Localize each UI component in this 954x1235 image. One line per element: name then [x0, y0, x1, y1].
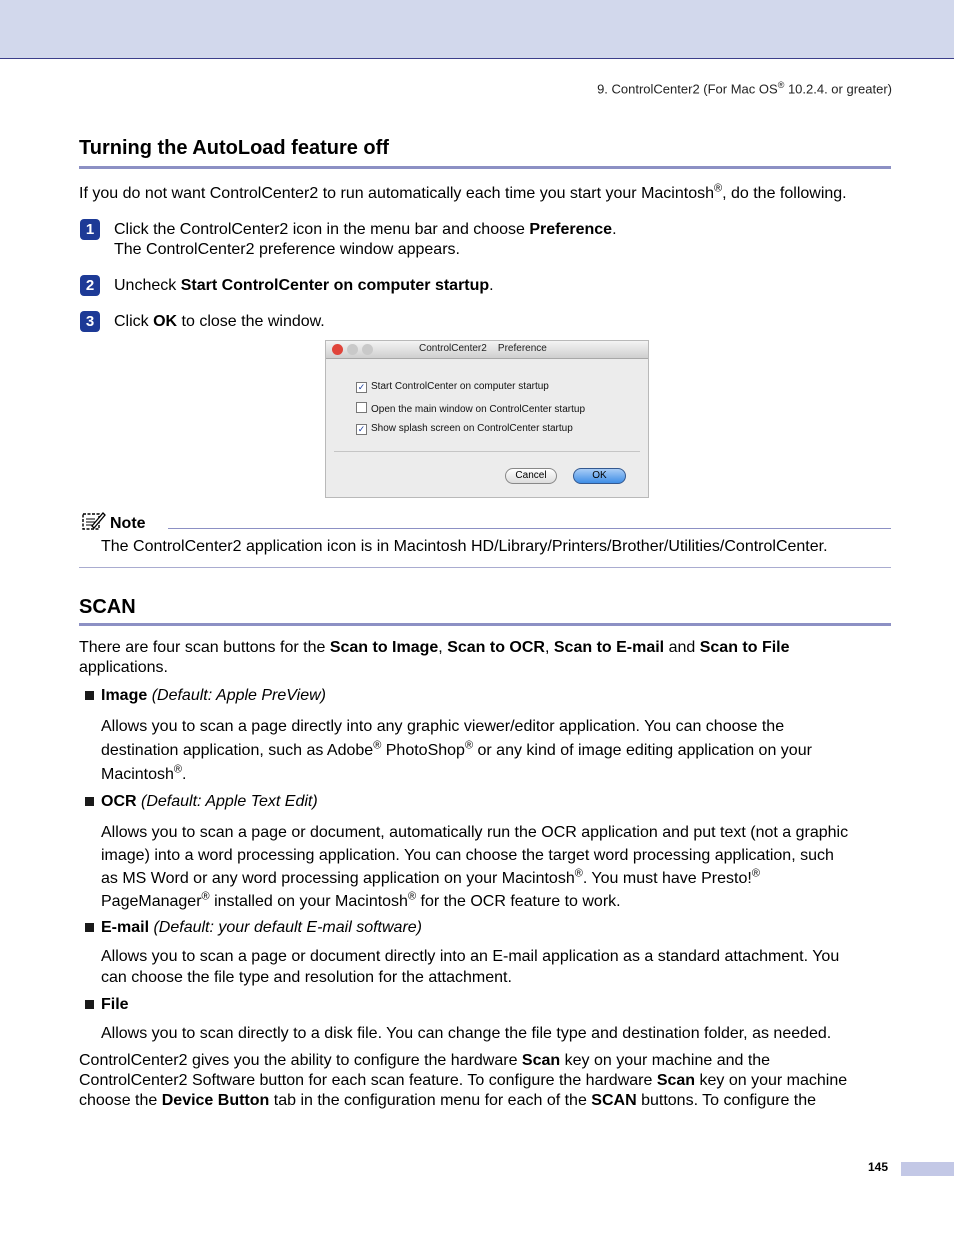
dialog-divider [334, 451, 640, 452]
page-number-bar [901, 1162, 954, 1176]
section-title-scan: SCAN [79, 596, 136, 618]
note-text: The ControlCenter2 application icon is in Macintosh HD/Library/Printers/Brother/Utilities/ControlCenter. [101, 538, 828, 555]
checkbox-checked-icon[interactable]: ✓ [357, 382, 366, 392]
checkbox-unchecked-icon[interactable] [356, 402, 367, 413]
note-pencil-icon [81, 511, 106, 531]
scan-file-desc: Allows you to scan directly to a disk file. You can change the file type and destination folder, as needed. [101, 1025, 832, 1042]
option-show-splash[interactable]: ✓ Show splash screen on ControlCenter startup [357, 423, 573, 434]
section-title-autoload: Turning the AutoLoad feature off [79, 137, 389, 159]
section-rule [79, 623, 891, 626]
close-icon[interactable] [332, 344, 343, 355]
dialog-titlebar [326, 341, 648, 359]
step-2-text: Uncheck Start ControlCenter on computer startup. [114, 277, 494, 294]
ok-button[interactable]: OK [573, 468, 626, 484]
step-3-text: Click OK to close the window. [114, 313, 325, 330]
scan-intro: There are four scan buttons for the Scan to Image, Scan to OCR, Scan to E-mail and Scan to File applications. [79, 639, 790, 676]
scan-email-desc: Allows you to scan a page or document directly into an E-mail application as a standard attachment. You can choose the file type and resolution for the attachment. [101, 948, 840, 986]
option-open-main-window[interactable]: Open the main window on ControlCenter startup [356, 402, 585, 415]
chapter-header: 9. ControlCenter2 (For Mac OS® 10.2.4. or greater) [597, 80, 892, 97]
step-1-text: Click the ControlCenter2 icon in the menu bar and choose Preference. The ControlCenter2 preference window appears. [114, 221, 617, 258]
section-rule [79, 166, 891, 169]
scan-ocr-title: OCR (Default: Apple Text Edit) [101, 793, 318, 810]
preference-dialog [325, 340, 649, 498]
bullet-square-icon [85, 691, 94, 700]
scan-closing-paragraph: ControlCenter2 gives you the ability to configure the hardware Scan key on your machine and the ControlCenter2 Software button for each scan feature. To configure the hardware Scan key on your machine choose the Device Button tab in the configuration menu for each of the SCAN buttons. To configure the [79, 1052, 848, 1109]
header-band [0, 0, 954, 59]
step-badge-1: 1 [80, 219, 100, 240]
scan-file-title: File [101, 996, 129, 1013]
step-badge-2: 2 [80, 275, 100, 296]
minimize-icon[interactable] [347, 344, 358, 355]
scan-email-title: E-mail (Default: your default E-mail software) [101, 919, 423, 936]
note-rule [168, 528, 891, 529]
note-label: Note [110, 515, 146, 532]
page-number: 145 [868, 1160, 889, 1174]
option-start-on-startup[interactable]: ✓ Start ControlCenter on computer startup [357, 381, 549, 392]
scan-image-desc: Allows you to scan a page directly into any graphic viewer/editor application. You can choose the destination application, such as Adobe® PhotoShop® or any kind of image editing application on your Macintosh®. [101, 718, 812, 783]
dialog-title: ControlCenter2 Preference [419, 343, 547, 354]
bullet-square-icon [85, 1000, 94, 1009]
note-bottom-rule [79, 567, 891, 568]
cancel-button[interactable]: Cancel [505, 468, 557, 484]
autoload-intro: If you do not want ControlCenter2 to run automatically each time you start your Macintosh®, do the following. [79, 182, 847, 202]
bullet-square-icon [85, 797, 94, 806]
scan-ocr-desc: Allows you to scan a page or document, automatically run the OCR application and put text (not a graphic image) into a word processing application. You can choose the target word processing application, such as MS Word or any word processing application on your Macintosh®. You must have Presto!® PageManager® installed on your Macintosh® for the OCR feature to work. [101, 824, 849, 910]
scan-image-title: Image (Default: Apple PreView) [101, 687, 326, 704]
checkbox-checked-icon[interactable]: ✓ [357, 424, 366, 434]
bullet-square-icon [85, 923, 94, 932]
step-badge-3: 3 [80, 311, 100, 332]
zoom-icon[interactable] [362, 344, 373, 355]
